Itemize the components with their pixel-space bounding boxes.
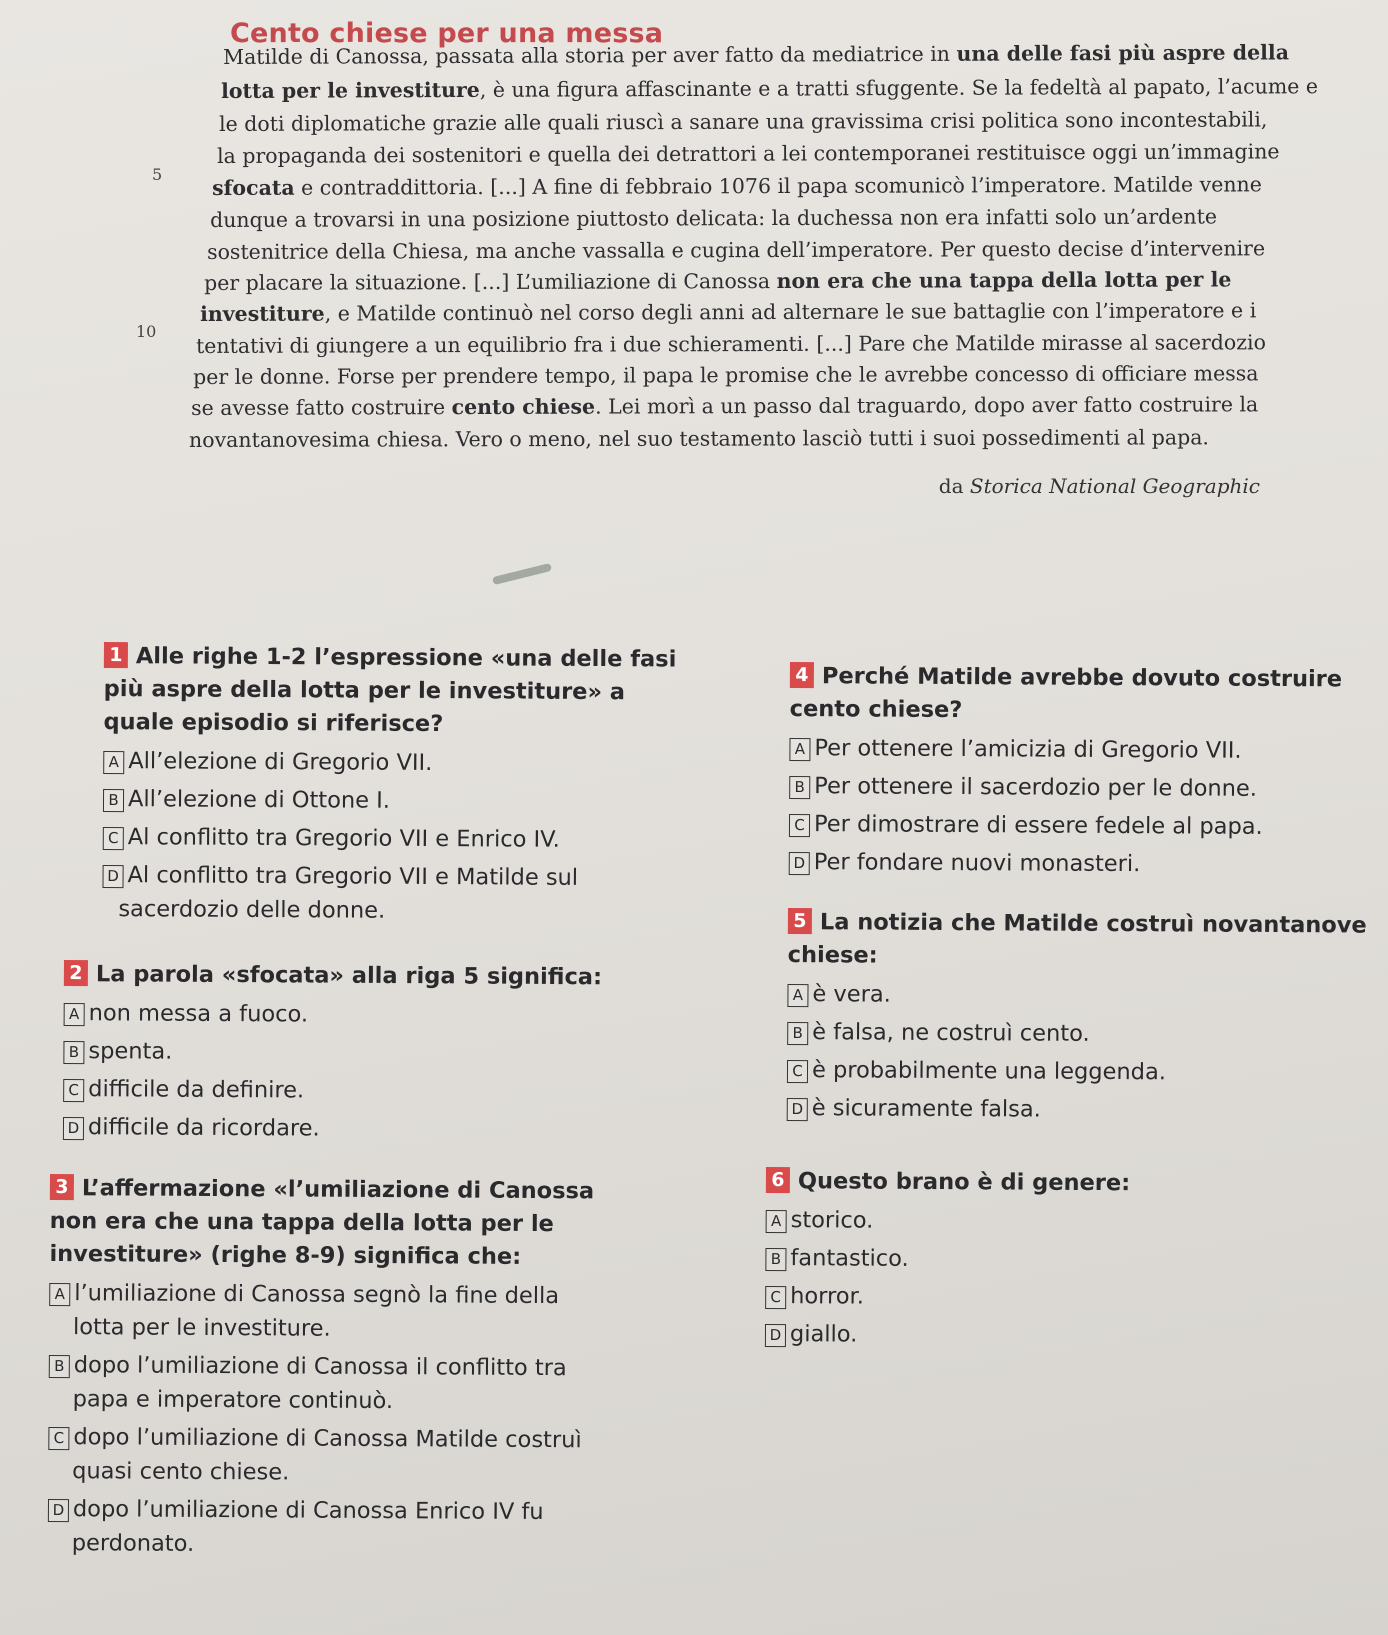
answer-option-c[interactable] bbox=[103, 821, 723, 857]
passage-line bbox=[196, 330, 1266, 366]
answer-option-text: è falsa, ne costruì cento. bbox=[812, 1019, 1090, 1047]
question-2 bbox=[63, 958, 684, 1147]
answer-option-a[interactable] bbox=[789, 732, 1379, 768]
answer-option-line bbox=[48, 1493, 688, 1529]
question-stem-text: chiese: bbox=[787, 941, 878, 969]
answer-option-d[interactable] bbox=[48, 1493, 688, 1563]
answer-option-line bbox=[789, 846, 1379, 882]
passage-bold-text: una delle fasi più aspre della bbox=[956, 40, 1290, 66]
question-stem-line bbox=[50, 1172, 690, 1209]
answer-option-line bbox=[49, 1277, 689, 1313]
answer-option-line bbox=[73, 1383, 689, 1419]
answer-option-text: lotta per le investiture. bbox=[72, 1314, 331, 1342]
option-letter-box[interactable]: C bbox=[787, 1060, 808, 1083]
option-letter-box[interactable]: A bbox=[766, 1210, 787, 1233]
answer-option-b[interactable] bbox=[103, 783, 723, 819]
question-stem-line bbox=[49, 1238, 689, 1275]
question-stem-line bbox=[104, 640, 724, 677]
answer-option-line bbox=[787, 1016, 1387, 1052]
answer-option-text: dopo l’umiliazione di Canossa Matilde costruì bbox=[73, 1424, 582, 1454]
passage-line bbox=[217, 139, 1280, 176]
question-stem-text: più aspre della lotta per le investiture» a bbox=[103, 675, 626, 706]
option-letter-box[interactable]: C bbox=[765, 1286, 786, 1309]
question-stem-text: non era che una tappa della lotta per le bbox=[49, 1207, 554, 1238]
answer-option-text: difficile da definire. bbox=[88, 1076, 305, 1104]
answer-option-a[interactable] bbox=[766, 1204, 1266, 1239]
question-stem bbox=[64, 958, 684, 995]
option-letter-box[interactable]: D bbox=[48, 1499, 69, 1522]
answer-option-text: Per ottenere il sacerdozio per le donne. bbox=[814, 773, 1258, 802]
passage-title: Cento chiese per una messa bbox=[230, 18, 664, 49]
answer-option-line bbox=[766, 1204, 1266, 1239]
line-number: 10 bbox=[136, 322, 157, 341]
answer-option-line bbox=[72, 1455, 688, 1491]
question-6 bbox=[765, 1165, 1266, 1353]
question-stem bbox=[103, 640, 724, 743]
answer-option-text: fantastico. bbox=[790, 1245, 909, 1272]
answer-option-b[interactable] bbox=[765, 1242, 1265, 1277]
passage-text: e contraddittoria. [...] A fine di febbraio 1076 il papa scomunicò l’imperatore. Matilde venne bbox=[294, 172, 1262, 200]
question-stem bbox=[766, 1165, 1266, 1201]
passage-line bbox=[223, 40, 1289, 77]
answer-option-text: sacerdozio delle donne. bbox=[118, 896, 386, 924]
question-stem-line bbox=[103, 706, 723, 743]
option-letter-box[interactable]: D bbox=[765, 1324, 786, 1347]
source-name: Storica National Geographic bbox=[969, 474, 1260, 498]
answer-option-text: Per dimostrare di essere fedele al papa. bbox=[813, 811, 1263, 840]
passage-bold-text: cento chiese bbox=[451, 394, 596, 420]
answer-option-line bbox=[765, 1280, 1265, 1315]
answer-option-text: Al conflitto tra Gregorio VII e Enrico IV. bbox=[127, 824, 560, 853]
option-letter-box[interactable]: D bbox=[789, 852, 810, 875]
passage-source bbox=[939, 474, 1260, 498]
answer-option-b[interactable] bbox=[789, 770, 1379, 806]
option-letter-box[interactable]: C bbox=[63, 1079, 84, 1102]
answer-option-line bbox=[63, 1035, 683, 1071]
answer-option-line bbox=[63, 1111, 683, 1147]
question-3 bbox=[48, 1172, 690, 1563]
question-stem-line bbox=[788, 906, 1388, 943]
question-stem-text: Questo brano è di genere: bbox=[797, 1168, 1131, 1197]
passage-text: dunque a trovarsi in una posizione piuttosto delicata: la duchessa non era infatti solo un’ardente bbox=[210, 204, 1217, 232]
question-number-badge: 1 bbox=[104, 642, 128, 668]
question-stem-text: La notizia che Matilde costruì novantanove bbox=[819, 909, 1367, 939]
answer-option-b[interactable] bbox=[787, 1016, 1387, 1052]
answer-option-d[interactable] bbox=[789, 846, 1379, 882]
option-letter-box[interactable]: B bbox=[765, 1248, 786, 1271]
passage-text: tentativi di giungere a un equilibrio fra i due schieramenti. [...] Pare che Matilde mirasse al sacerdozio bbox=[196, 330, 1266, 358]
question-stem-text: Alle righe 1-2 l’espressione «una delle fasi bbox=[135, 643, 677, 673]
question-stem-text: quale episodio si riferisce? bbox=[103, 708, 444, 738]
question-stem-line bbox=[788, 939, 1388, 976]
passage-line bbox=[212, 172, 1262, 208]
answer-option-text: dopo l’umiliazione di Canossa Enrico IV fu bbox=[72, 1496, 544, 1526]
passage-line bbox=[200, 298, 1256, 334]
question-stem-line bbox=[104, 673, 724, 710]
answer-option-text: è probabilmente una leggenda. bbox=[811, 1057, 1167, 1086]
answer-option-line bbox=[64, 997, 684, 1033]
question-number-badge: 3 bbox=[50, 1174, 74, 1200]
option-letter-box[interactable]: A bbox=[103, 751, 124, 774]
answer-option-text: dopo l’umiliazione di Canossa il conflitto tra bbox=[73, 1352, 567, 1382]
question-stem-line bbox=[766, 1165, 1266, 1201]
question-stem-text: La parola «sfocata» alla riga 5 significa: bbox=[95, 961, 603, 991]
passage-text: , è una figura affascinante e a tratti sfuggente. Se la fedeltà al papato, l’acume e bbox=[479, 74, 1319, 102]
question-4 bbox=[789, 660, 1380, 882]
passage-bold-text: investiture bbox=[200, 301, 325, 326]
option-letter-box[interactable]: B bbox=[789, 776, 810, 799]
answer-option-line bbox=[118, 893, 722, 929]
question-stem-text: investiture» (righe 8-9) significa che: bbox=[49, 1240, 522, 1270]
option-letter-box[interactable]: B bbox=[787, 1022, 808, 1045]
answer-option-line bbox=[49, 1349, 689, 1385]
question-stem-line bbox=[790, 693, 1380, 730]
answer-option-line bbox=[765, 1318, 1265, 1353]
answer-option-line bbox=[73, 1311, 689, 1347]
question-stem bbox=[788, 906, 1388, 976]
answer-option-b[interactable] bbox=[49, 1349, 689, 1419]
answer-option-text: Per fondare nuovi monasteri. bbox=[813, 849, 1141, 878]
option-letter-box[interactable]: A bbox=[64, 1003, 85, 1026]
option-letter-box[interactable]: C bbox=[789, 814, 810, 837]
answer-option-c[interactable] bbox=[787, 1054, 1387, 1090]
option-letter-box[interactable]: B bbox=[49, 1355, 70, 1378]
passage-line bbox=[207, 236, 1265, 272]
ink-smudge bbox=[492, 563, 552, 585]
question-stem-text: L’affermazione «l’umiliazione di Canossa bbox=[81, 1175, 595, 1205]
question-5 bbox=[787, 906, 1388, 1128]
option-letter-box[interactable]: D bbox=[63, 1117, 84, 1140]
passage-bold-text: sfocata bbox=[212, 175, 295, 200]
passage-line bbox=[221, 74, 1318, 111]
answer-option-line bbox=[48, 1421, 688, 1457]
question-stem-text: cento chiese? bbox=[789, 695, 963, 724]
question-number-badge: 2 bbox=[64, 960, 88, 986]
option-letter-box[interactable]: C bbox=[48, 1427, 69, 1450]
answer-option-c[interactable] bbox=[765, 1280, 1265, 1315]
option-letter-box[interactable]: B bbox=[63, 1041, 84, 1064]
question-stem bbox=[790, 660, 1380, 730]
answer-option-text: non messa a fuoco. bbox=[88, 1000, 309, 1028]
answer-option-c[interactable] bbox=[48, 1421, 688, 1491]
option-letter-box[interactable]: A bbox=[789, 738, 810, 761]
answer-option-line bbox=[765, 1242, 1265, 1277]
passage-text: novantanovesima chiesa. Vero o meno, nel suo testamento lasciò tutti i suoi possedimenti al papa. bbox=[189, 425, 1209, 452]
answer-option-line bbox=[103, 821, 723, 857]
passage-bold-text: lotta per le investiture bbox=[221, 77, 480, 103]
answer-option-d[interactable] bbox=[765, 1318, 1265, 1353]
passage-text: , e Matilde continuò nel corso degli anni ad alternare le sue battaglie con l’imperatore e i bbox=[324, 298, 1257, 326]
question-1 bbox=[102, 640, 724, 929]
answer-option-line bbox=[789, 808, 1379, 844]
passage-text: le doti diplomatiche grazie alle quali riuscì a sanare una gravissima crisi politica sono incontestabili, bbox=[219, 107, 1268, 136]
answer-option-c[interactable] bbox=[63, 1073, 683, 1109]
answer-option-line bbox=[103, 745, 723, 781]
question-stem bbox=[49, 1172, 690, 1275]
answer-option-text: spenta. bbox=[88, 1038, 173, 1065]
option-letter-box[interactable]: A bbox=[49, 1283, 70, 1306]
answer-option-line bbox=[787, 1092, 1387, 1128]
question-number-badge: 6 bbox=[766, 1167, 790, 1193]
passage-line bbox=[204, 267, 1231, 303]
option-letter-box[interactable]: D bbox=[102, 865, 123, 888]
answer-option-text: Per ottenere l’amicizia di Gregorio VII. bbox=[814, 735, 1242, 764]
answer-option-text: All’elezione di Ottone I. bbox=[127, 786, 391, 814]
passage-line bbox=[193, 361, 1259, 397]
answer-option-text: Al conflitto tra Gregorio VII e Matilde sul bbox=[127, 862, 579, 891]
answer-option-line bbox=[103, 783, 723, 819]
answer-option-text: All’elezione di Gregorio VII. bbox=[128, 748, 433, 777]
answer-option-text: è vera. bbox=[812, 981, 891, 1008]
source-prefix: da bbox=[938, 474, 970, 498]
option-letter-box[interactable]: A bbox=[787, 984, 808, 1007]
answer-option-line bbox=[787, 1054, 1387, 1090]
option-letter-box[interactable]: B bbox=[103, 789, 124, 812]
answer-option-line bbox=[63, 1073, 683, 1109]
answer-option-d[interactable] bbox=[102, 859, 722, 929]
answer-option-a[interactable] bbox=[49, 1277, 689, 1347]
option-letter-box[interactable]: D bbox=[787, 1098, 808, 1121]
question-number-badge: 5 bbox=[788, 908, 812, 934]
passage-text: per le donne. Forse per prendere tempo, il papa le promise che le avrebbe concesso di officiare messa bbox=[193, 361, 1259, 389]
question-stem-line bbox=[790, 660, 1380, 697]
passage-line bbox=[189, 425, 1209, 460]
answer-option-text: horror. bbox=[790, 1283, 865, 1310]
passage-text: . Lei morì a un passo dal traguardo, dopo aver fatto costruire la bbox=[595, 392, 1259, 419]
answer-option-text: difficile da ricordare. bbox=[87, 1114, 320, 1142]
answer-option-line bbox=[102, 859, 722, 895]
line-number: 5 bbox=[152, 165, 163, 184]
passage-text: se avesse fatto costruire bbox=[191, 395, 452, 420]
passage-text: sostenitrice della Chiesa, ma anche vassalla e cugina dell’imperatore. Per questo decise d’intervenire bbox=[207, 236, 1266, 264]
passage-text: la propaganda dei sostenitori e quella dei detrattori a lei contemporanei restituisce oggi un’immagine bbox=[217, 139, 1280, 168]
answer-option-text: quasi cento chiese. bbox=[72, 1458, 290, 1486]
answer-option-text: storico. bbox=[790, 1207, 874, 1234]
answer-option-a[interactable] bbox=[787, 978, 1387, 1014]
answer-option-line bbox=[789, 770, 1379, 806]
answer-option-text: papa e imperatore continuò. bbox=[72, 1386, 394, 1415]
answer-option-text: l’umiliazione di Canossa segnò la fine della bbox=[74, 1280, 560, 1310]
question-stem-line bbox=[64, 958, 684, 995]
option-letter-box[interactable]: C bbox=[103, 827, 124, 850]
question-number-badge: 4 bbox=[790, 662, 814, 688]
question-stem-line bbox=[50, 1205, 690, 1242]
passage-text: per placare la situazione. [...] L’umiliazione di Canossa bbox=[204, 269, 777, 295]
answer-option-a[interactable] bbox=[103, 745, 723, 781]
answer-option-text: giallo. bbox=[789, 1321, 858, 1348]
answer-option-line bbox=[789, 732, 1379, 768]
answer-option-a[interactable] bbox=[64, 997, 684, 1033]
answer-option-line bbox=[787, 978, 1387, 1014]
answer-option-c[interactable] bbox=[789, 808, 1379, 844]
answer-option-text: è sicuramente falsa. bbox=[811, 1095, 1041, 1123]
answer-option-d[interactable] bbox=[787, 1092, 1387, 1128]
passage-text: Matilde di Canossa, passata alla storia per aver fatto da mediatrice in bbox=[223, 41, 957, 69]
question-stem-text: Perché Matilde avrebbe dovuto costruire bbox=[821, 663, 1343, 693]
answer-option-b[interactable] bbox=[63, 1035, 683, 1071]
answer-option-line bbox=[72, 1527, 688, 1563]
passage-bold-text: non era che una tappa della lotta per le bbox=[776, 267, 1232, 294]
passage-line bbox=[219, 107, 1267, 144]
passage-line bbox=[210, 204, 1217, 240]
passage-line bbox=[191, 392, 1258, 428]
answer-option-d[interactable] bbox=[63, 1111, 683, 1147]
answer-option-text: perdonato. bbox=[71, 1530, 195, 1557]
